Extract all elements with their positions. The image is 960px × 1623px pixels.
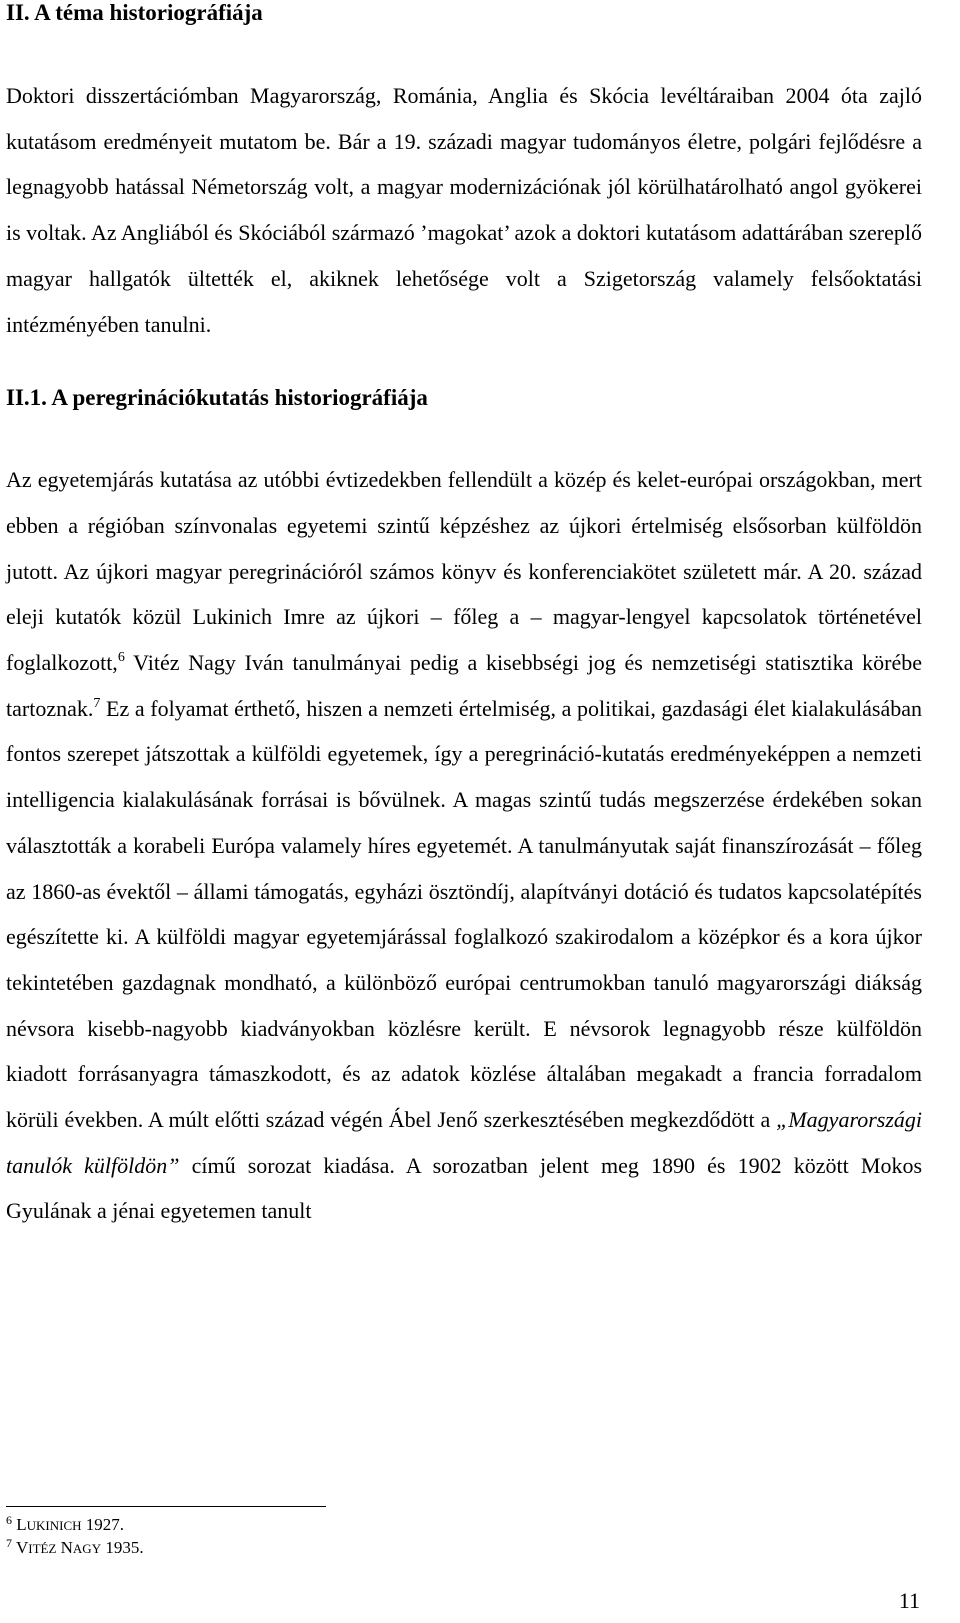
footnote-mark: 6 xyxy=(6,1513,12,1527)
footnote-7: $^7$ VITÉZ NAGY 1935. xyxy=(6,1536,144,1557)
text-run: Az egyetemjárás kutatása az utóbbi évtizedekben fellendült a közép és kelet-európai országokban, mert ebben a régióban színvonalas egyetemi szintű képzéshez az újkori értelmiség elsősorban külföldön jutott. Az újkori magyar peregrinációról számos könyv és konferenciakötet született már. A 20. század eleji kutatók közül Lukinich Imre az újkori – főleg a – magyar-lengyel kapcsolatok történetével foglalkozott, xyxy=(6,467,922,676)
text-run: Ez a folyamat érthető, hiszen a nemzeti értelmiség, a politikai, gazdasági élet kialakulásában fontos szerepet játszottak a külföldi egyetemek, így a peregrináció-kutatás eredményeképpen a nemzeti intelligencia kialakulásának forrásai is bővülnek. A magas szintű tudás megszerzése érdekében sokan választották a korabeli Európa valamely híres egyetemét. A tanulmányutak saját finanszírozását – főleg az 1860-as évektől – állami támogatás, egyházi ösztöndíj, alapítványi dotáció és tudatos kapcsolatépítés egészítette ki. A külföldi magyar egyetemjárással foglalkozó szakirodalom a középkor és a kora újkor tekintetében gazdagnak mondható, a különböző európai centrumokban tanuló magyarországi diákság névsora kisebb-nagyobb kiadványokban közlésre került. E névsorok legnagyobb része külföldön kiadott forrásanyagra támaszkodott, és az adatok közlése általában megakadt a francia forradalom körüli években. A múlt előtti század végén Ábel Jenő szerkesztésében megkezdődött a xyxy=(6,695,922,1133)
section-title: II. A téma historiográfiája xyxy=(6,0,263,25)
text-run: Vitéz Nagy Iván tanulmányai pedig a kisebbségi jog és nemzetiségi statisztika körébe tartoznak. xyxy=(6,650,922,721)
footnote-separator xyxy=(6,1506,326,1507)
intro-paragraph: Doktori disszertációmban Magyarország, Románia, Anglia és Skócia levéltáraiban 2004 óta zajló kutatásom eredményeit mutatom be. Bár a 19. századi magyar tudományos életre, polgári fejlődésre a legnagyobb hatással Németország volt, a magyar modernizációnak jól körülhatárolható angol gyökerei is voltak. Az Angliából és Skóciából származó ’magokat’ azok a doktori kutatásom adattárában szereplő magyar hallgatók ültették el, akiknek lehetősége volt a Szigetország valamely felsőoktatási intézményében tanulni. xyxy=(6,83,922,337)
footnote-ref-7[interactable]: 7 xyxy=(93,695,101,711)
series-title: „Magyarországi tanulók külföldön” xyxy=(6,1107,922,1178)
text-run: című sorozat kiadása. A sorozatban jelent meg 1890 és 1902 között Mokos Gyulának a jénai egyetemen tanult xyxy=(6,1152,923,1224)
page-number: 11 xyxy=(898,1588,920,1613)
footnote-6: $^6$ LUKINICH 1927. xyxy=(6,1513,125,1534)
footnote-ref-6[interactable]: 6 xyxy=(117,650,125,666)
historiography-paragraph xyxy=(6,457,922,1234)
document-page xyxy=(6,0,922,1234)
footnote-mark: 7 xyxy=(6,1536,12,1550)
subsection-title: II.1. A peregrinációkutatás historiográfiája xyxy=(6,385,428,411)
footnotes xyxy=(6,1514,144,1560)
